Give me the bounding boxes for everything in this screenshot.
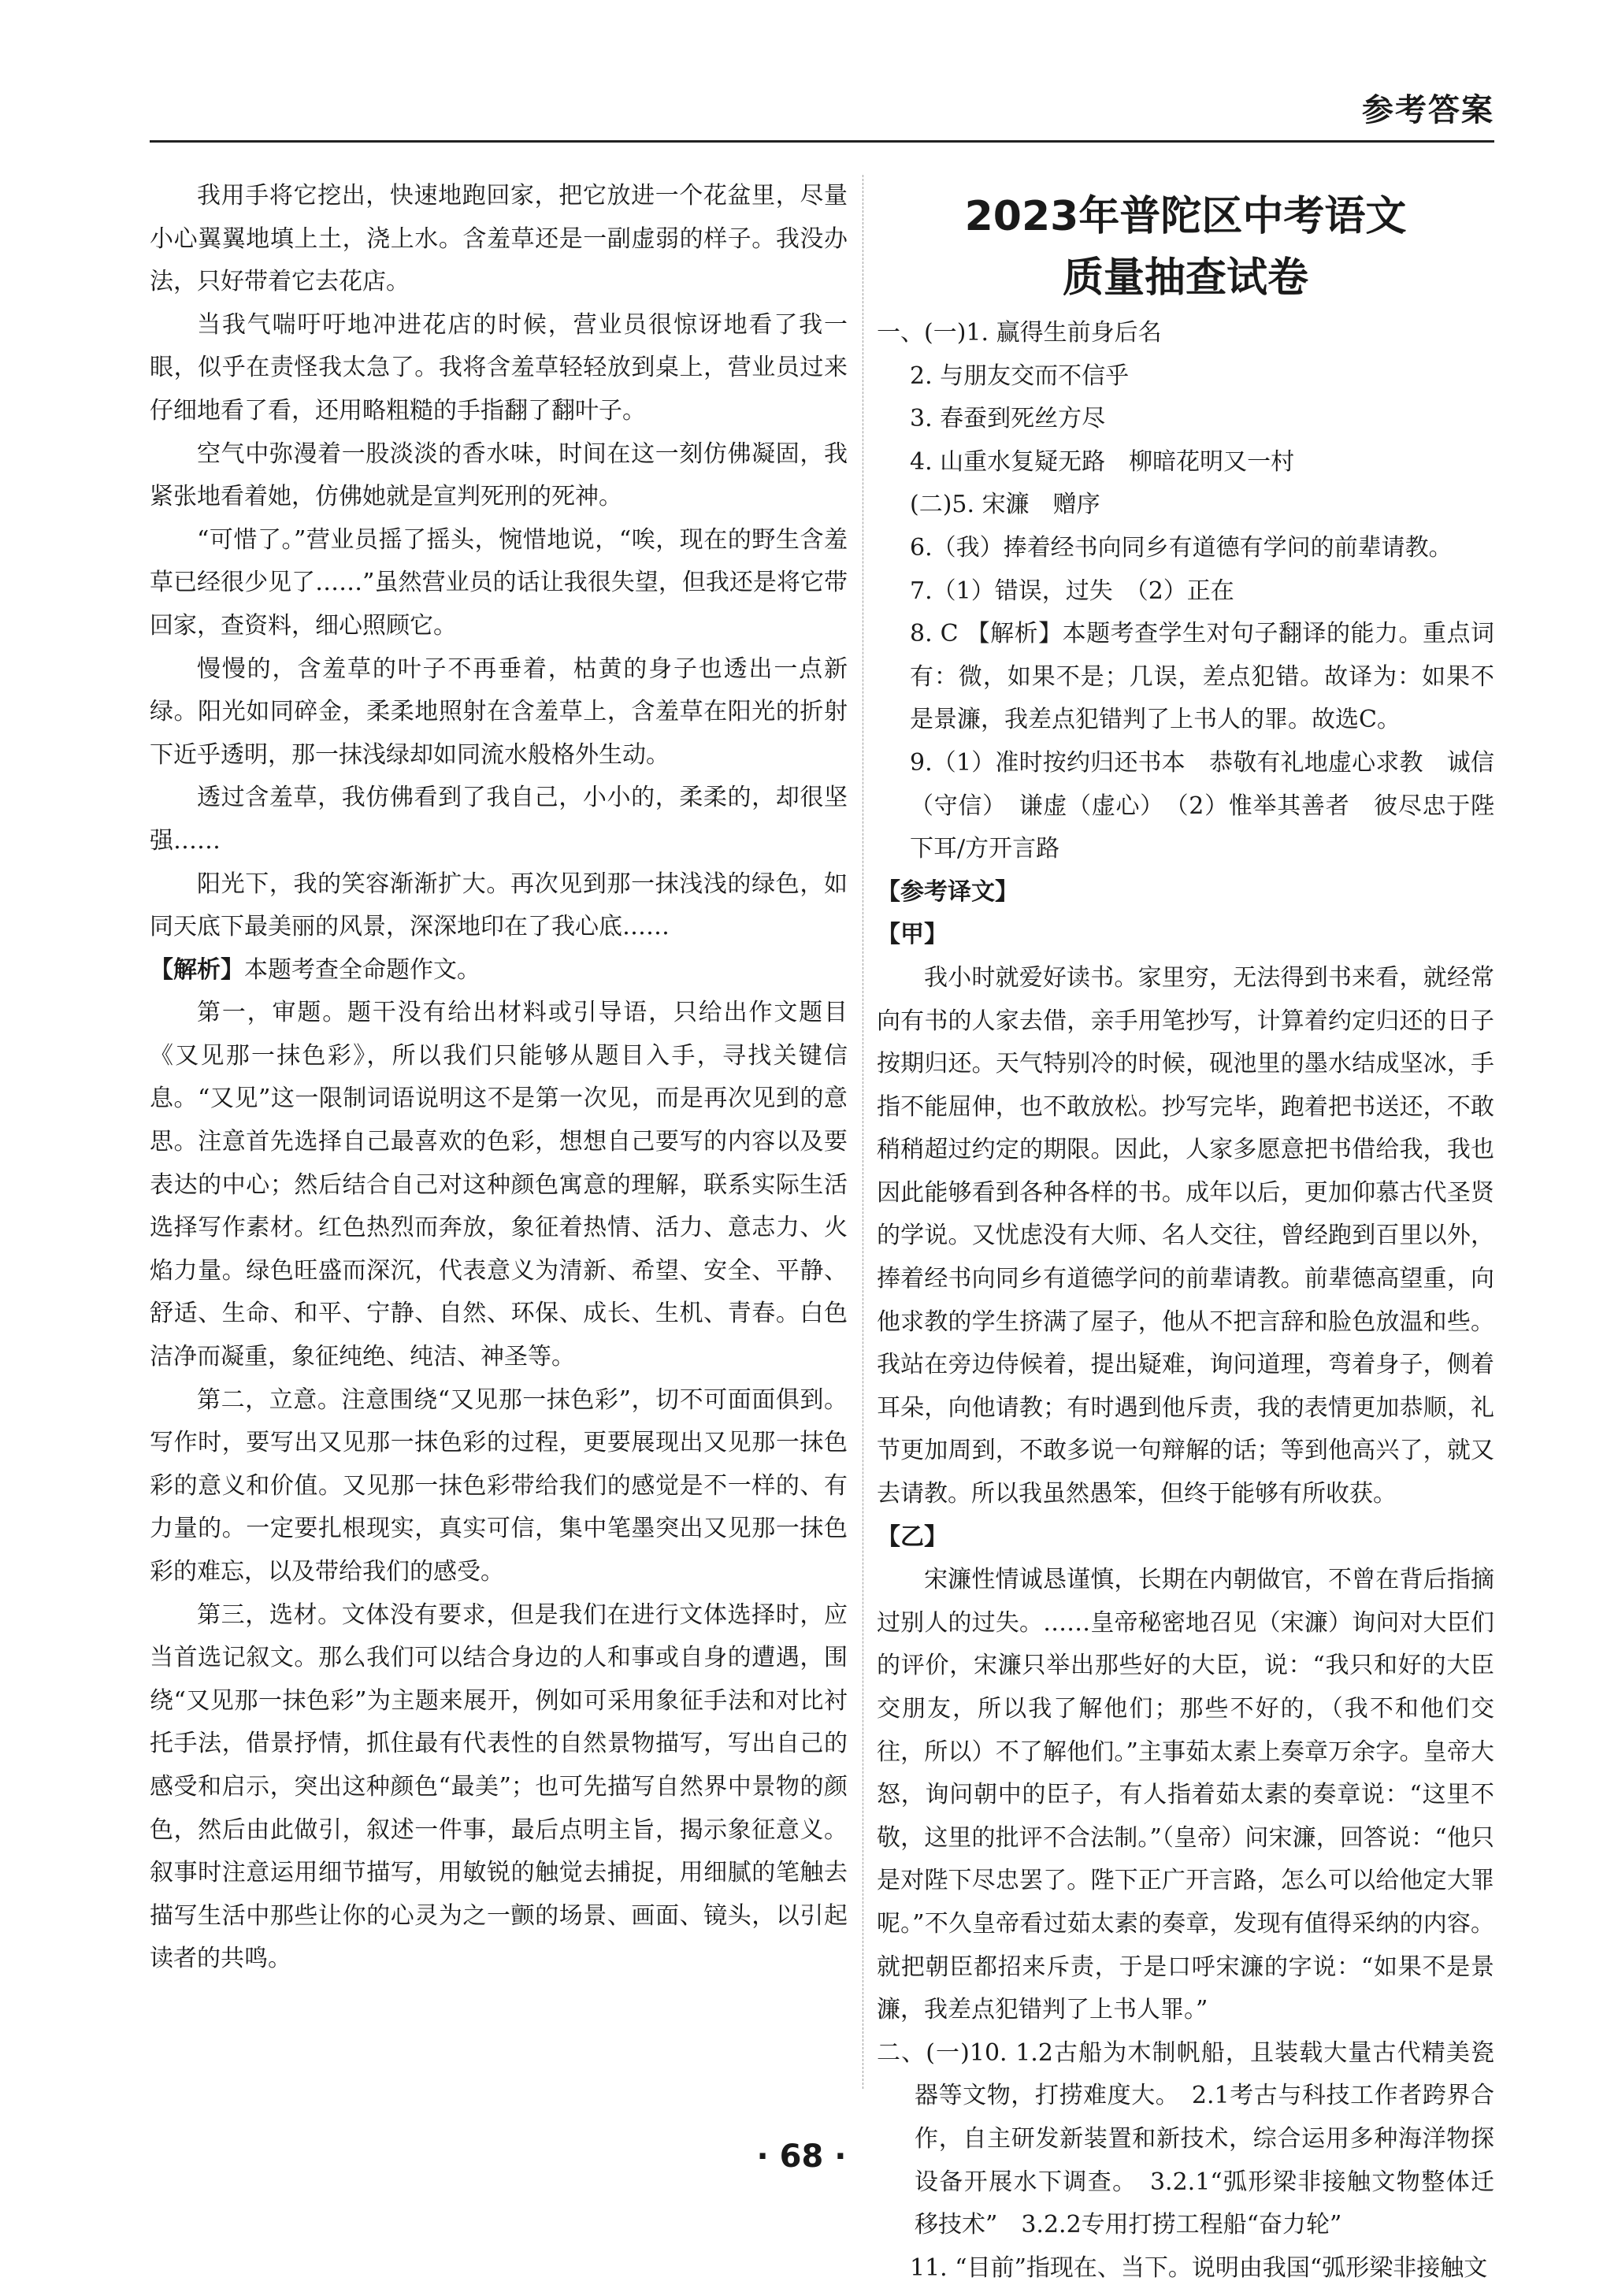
yi-translation: 宋濂性情诚恳谨慎，长期在内朝做官，不曾在背后指摘过别人的过失。……皇帝秘密地召见（宋濂）询问对大臣们的评价，宋濂只举出那些好的大臣，说：“我只和好的大臣交朋友，所以我了解他们；那些不好的，（我不和他们交往，所以）不了解他们。”主事茹太素上奏章万余字。皇帝大怒，询问朝中的臣子，有人指着茹太素的奏章说：“这里不敬，这里的批评不合法制。”（皇帝）问宋濂，回答说：“他只是对陛下尽忠罢了。陛下正广开言路，怎么可以给他定大罪呢。”不久皇帝看过茹太素的奏章，发现有值得采纳的内容。就把朝臣都招来斥责，于是口呼宋濂的字说：“如果不是景濂，我差点犯错判了上书人罪。”: [877, 1566, 1494, 2024]
jia-translation: 我小时就爱好读书。家里穷，无法得到书来看，就经常向有书的人家去借，亲手用笔抄写，计算着约定归还的日子按期归还。天气特别冷的时候，砚池里的墨水结成坚冰，手指不能屈伸，也不敢放松。抄写完毕，跑着把书送还，不敢稍稍超过约定的期限。因此，人家多愿意把书借给我，我也因此能够看到各种各样的书。成年以后，更加仰慕古代圣贤的学说。又忧虑没有大师、名人交往，曾经跑到百里以外，捧着经书向同乡有道德学问的前辈请教。前辈德高望重，向他求教的学生挤满了屋子，他从不把言辞和脸色放温和些。我站在旁边侍候着，提出疑难，询问道理，弯着身子，侧着耳朵，向他请教；有时遇到他斥责，我的表情更加恭顺，礼节更加周到，不敢多说一句辩解的话；等到他高兴了，就又去请教。所以我虽然愚笨，但终于能够有所收获。: [877, 963, 1494, 1508]
answer-item: 一、(一)1. 赢得生前身后名: [877, 319, 1162, 347]
jia-heading: 【甲】: [877, 921, 948, 949]
answer-item: 2. 与朋友交而不信乎: [910, 362, 1130, 390]
essay-paragraph: 阳光下，我的笑容渐渐扩大。再次见到那一抹浅浅的绿色，如同天底下最美丽的风景，深深地印在了我心底……: [150, 870, 848, 941]
exam-title-line1: 2023年普陀区中考语文: [964, 193, 1407, 240]
analysis-paragraph: 第一，审题。题干没有给出材料或引导语，只给出作文题目《又见那一抹色彩》，所以我们只能够从题目入手，寻找关键信息。“又见”这一限制词语说明这不是第一次见，而是再次见到的意思。注意首先选择自己最喜欢的色彩，想想自己要写的内容以及要表达的中心；然后结合自己对这种颜色寓意的理解，联系实际生活选择写作素材。红色热烈而奔放，象征着热情、活力、意志力、火焰力量。绿色旺盛而深沉，代表意义为清新、希望、安全、平静、舒适、生命、和平、宁静、自然、环保、成长、生机、青春。白色洁净而凝重，象征纯绝、纯洁、神圣等。: [150, 999, 848, 1371]
answer-item: 11. “目前”指现在、当下。说明由我国“弧形梁非接触文: [910, 2253, 1488, 2282]
answer-item: 8. C 【解析】本题考查学生对句子翻译的能力。重点词有：微，如果不是；几误，差点犯错。故译为：如果不是景濂，我差点犯错判了上书人的罪。故选C。: [910, 620, 1494, 734]
page-number: · 68 ·: [756, 2138, 847, 2175]
essay-paragraph: 当我气喘吁吁地冲进花店的时候，营业员很惊讶地看了我一眼，似乎在责怪我太急了。我将含羞草轻轻放到桌上，营业员过来仔细地看了看，还用略粗糙的手指翻了翻叶子。: [150, 310, 848, 425]
essay-paragraph: 我用手将它挖出，快速地跑回家，把它放进一个花盆里，尽量小心翼翼地填上土，浇上水。含羞草还是一副虚弱的样子。我没办法，只好带着它去花店。: [150, 182, 848, 296]
answer-item: 二、(一)10. 1.2古船为木制帆船，且装载大量古代精美瓷器等文物，打捞难度大。 2.1考古与科技工作者跨界合作，自主研发新装置和新技术，综合运用多种海洋物探设备开展水下调查。 3.2.1“弧形梁非接触文物整体迁移技术” 3.2.2专用打捞工程船“奋力轮”: [877, 2038, 1494, 2239]
left-column: [150, 175, 848, 2109]
exam-title-line2: 质量抽查试卷: [1062, 254, 1308, 302]
essay-paragraph: 透过含羞草，我仿佛看到了我自己，小小的，柔柔的，却很坚强……: [150, 784, 848, 855]
answer-item: 3. 春蚕到死丝方尽: [910, 405, 1106, 433]
translation-tag: 【参考译文】: [877, 877, 1019, 906]
exam-title: [877, 186, 1494, 309]
right-column: [877, 175, 1494, 2282]
answer-item: 9.（1）准时按约归还书本 恭敬有礼地虚心求教 诚信（守信） 谦虚（虚心） （2）惟举其善者 彼尽忠于陛下耳/方开言路: [910, 748, 1494, 863]
yi-heading: 【乙】: [877, 1523, 948, 1551]
answer-item: 6.（我）捧着经书向同乡有道德有学问的前辈请教。: [910, 533, 1453, 562]
answer-item: (二)5. 宋濂 赠序: [910, 491, 1100, 519]
answer-item: 7.（1）错误，过失 （2）正在: [910, 577, 1234, 605]
analysis-intro: 本题考查全命题作文。: [244, 955, 481, 984]
answer-item: 4. 山重水复疑无路 柳暗花明又一村: [910, 447, 1295, 476]
essay-paragraph: “可惜了。”营业员摇了摇头，惋惜地说，“唉，现在的野生含羞草已经很少见了……”虽然营业员的话让我很失望，但我还是将它带回家，查资料，细心照顾它。: [150, 525, 848, 640]
analysis-paragraph: 第二，立意。注意围绕“又见那一抹色彩”，切不可面面俱到。写作时，要写出又见那一抹色彩的过程，更要展现出又见那一抹色彩的意义和价值。又见那一抹色彩带给我们的感觉是不一样的、有力量的。一定要扎根现实，真实可信，集中笔墨突出又见那一抹色彩的难忘，以及带给我们的感受。: [150, 1385, 848, 1586]
analysis-paragraph: 第三，选材。文体没有要求，但是我们在进行文体选择时，应当首选记叙文。那么我们可以结合身边的人和事或自身的遭遇，围绕“又见那一抹色彩”为主题来展开，例如可采用象征手法和对比衬托手法，借景抒情，抓住最有代表性的自然景物描写，写出自己的感受和启示，突出这种颜色“最美”；也可先描写自然界中景物的颜色，然后由此做引，叙述一件事，最后点明主旨，揭示象征意义。叙事时注意运用细节描写，用敏锐的触觉去捕捉，用细腻的笔触去描写生活中那些让你的心灵为之一颤的场景、画面、镜头，以引起读者的共鸣。: [150, 1601, 848, 1973]
analysis-heading: [150, 949, 848, 992]
header-rule: [150, 140, 1494, 143]
analysis-tag: 【解析】: [150, 955, 244, 984]
header-title: 参考答案: [1362, 92, 1494, 128]
essay-paragraph: 空气中弥漫着一股淡淡的香水味，时间在这一刻仿佛凝固，我紧张地看着她，仿佛她就是宣判死刑的死神。: [150, 440, 848, 511]
essay-paragraph: 慢慢的，含羞草的叶子不再垂着，枯黄的身子也透出一点新绿。阳光如同碎金，柔柔地照射在含羞草上，含羞草在阳光的折射下近乎透明，那一抹浅绿却如同流水般格外生动。: [150, 655, 848, 769]
